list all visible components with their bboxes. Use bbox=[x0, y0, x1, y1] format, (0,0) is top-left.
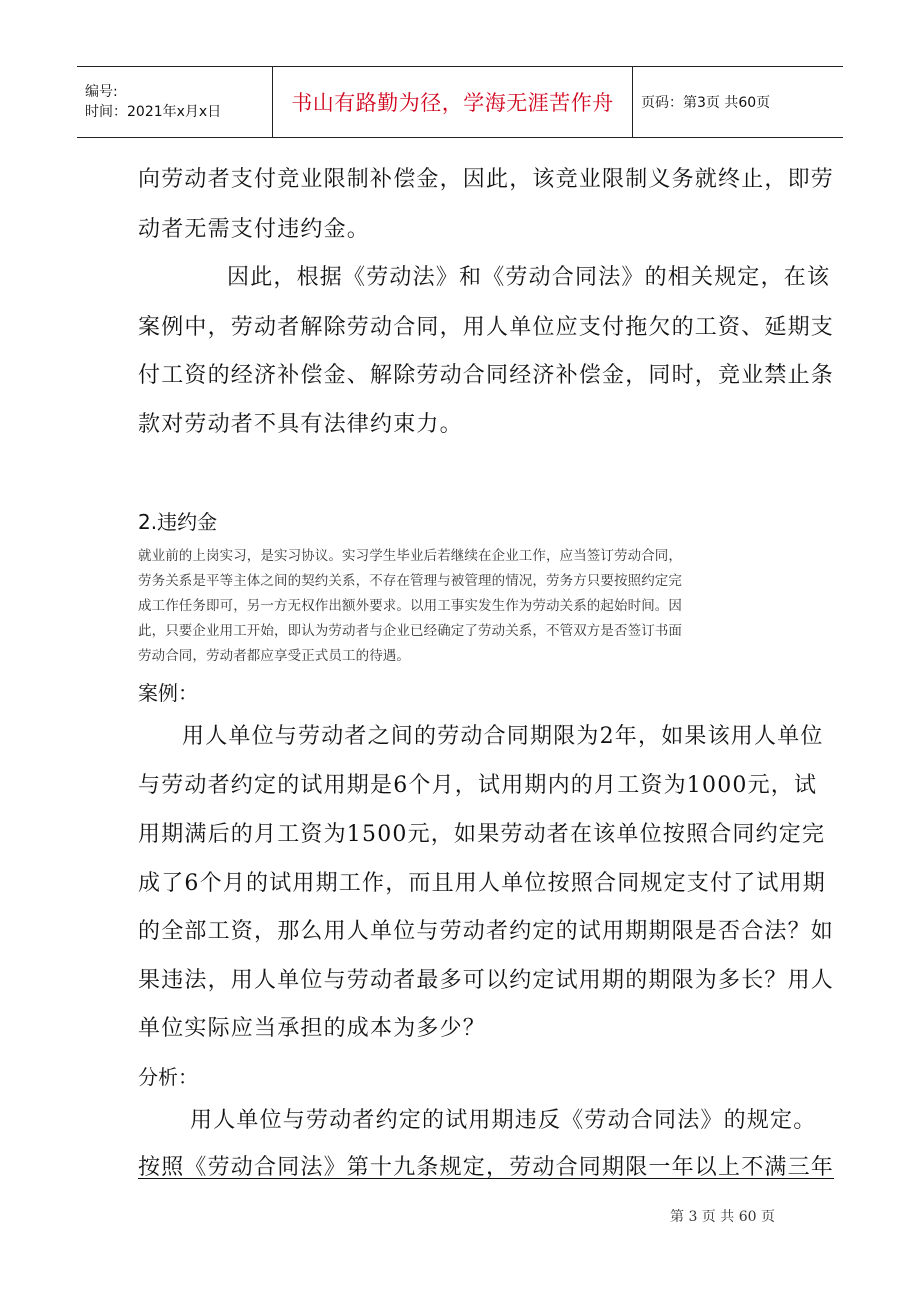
motto-text: 书山有路勤为径，学海无涯苦作舟 bbox=[291, 91, 614, 115]
analysis-label: 分析： bbox=[138, 1065, 198, 1089]
paragraph-line: 因此，根据《劳动法》和《劳动合同法》的相关规定，在该 bbox=[227, 265, 831, 290]
case-line: 用期满后的月工资为1500元，如果劳动者在该单位按照合同约定完 bbox=[138, 822, 826, 847]
case-line: 与劳动者约定的试用期是6个月，试用期内的月工资为1000元，试 bbox=[138, 773, 818, 798]
intro-line: 成工作任务即可，另一方无权作出额外要求。以用工事实发生作为劳动关系的起始时间。因 bbox=[138, 598, 682, 614]
document-number-label: 编号: bbox=[85, 84, 118, 100]
case-line: 单位实际应当承担的成本为多少？ bbox=[138, 1016, 487, 1041]
page-header bbox=[77, 66, 843, 138]
header-meta bbox=[77, 67, 273, 137]
paragraph-line: 款对劳动者不具有法律约束力。 bbox=[138, 412, 463, 437]
document-time-label: 时间：2021年x月x日 bbox=[85, 104, 222, 120]
case-line: 成了6个月的试用期工作，而且用人单位按照合同规定支付了试用期 bbox=[138, 871, 826, 896]
analysis-line: 用人单位与劳动者约定的试用期违反《劳动合同法》的规定。 bbox=[190, 1108, 817, 1133]
case-line: 的全部工资，那么用人单位与劳动者约定的试用期期限是否合法？如 bbox=[138, 919, 835, 944]
case-line: 果违法，用人单位与劳动者最多可以约定试用期的期限为多长？用人 bbox=[138, 968, 835, 993]
paragraph-line: 动者无需支付违约金。 bbox=[138, 217, 371, 242]
case-line: 用人单位与劳动者之间的劳动合同期限为2年，如果该用人单位 bbox=[182, 724, 824, 749]
analysis-line: 按照《劳动合同法》第十九条规定，劳动合同期限一年以上不满三年 bbox=[138, 1155, 835, 1180]
case-label: 案例： bbox=[138, 681, 198, 705]
section-title: 2.违约金 bbox=[138, 510, 218, 534]
page-footer: 第 3 页 共 60 页 bbox=[670, 1209, 775, 1225]
header-motto bbox=[273, 67, 633, 137]
intro-line: 劳务关系是平等主体之间的契约关系，不存在管理与被管理的情况，劳务方只要按照约定完 bbox=[138, 573, 682, 589]
intro-line: 此，只要企业用工开始，即认为劳动者与企业已经确定了劳动关系，不管双方是否签订书面 bbox=[138, 623, 682, 639]
page-info-text: 页码：第3页 共60页 bbox=[641, 95, 771, 111]
paragraph-line: 付工资的经济补偿金、解除劳动合同经济补偿金，同时，竞业禁止条 bbox=[138, 363, 835, 388]
header-page-info bbox=[633, 67, 843, 137]
paragraph-line: 向劳动者支付竞业限制补偿金，因此，该竞业限制义务就终止，即劳 bbox=[138, 167, 835, 192]
paragraph-line: 案例中，劳动者解除劳动合同，用人单位应支付拖欠的工资、延期支 bbox=[138, 315, 835, 340]
intro-line: 就业前的上岗实习，是实习协议。实习学生毕业后若继续在企业工作，应当签订劳动合同， bbox=[138, 548, 682, 564]
intro-line: 劳动合同，劳动者都应享受正式员工的待遇。 bbox=[138, 648, 410, 664]
